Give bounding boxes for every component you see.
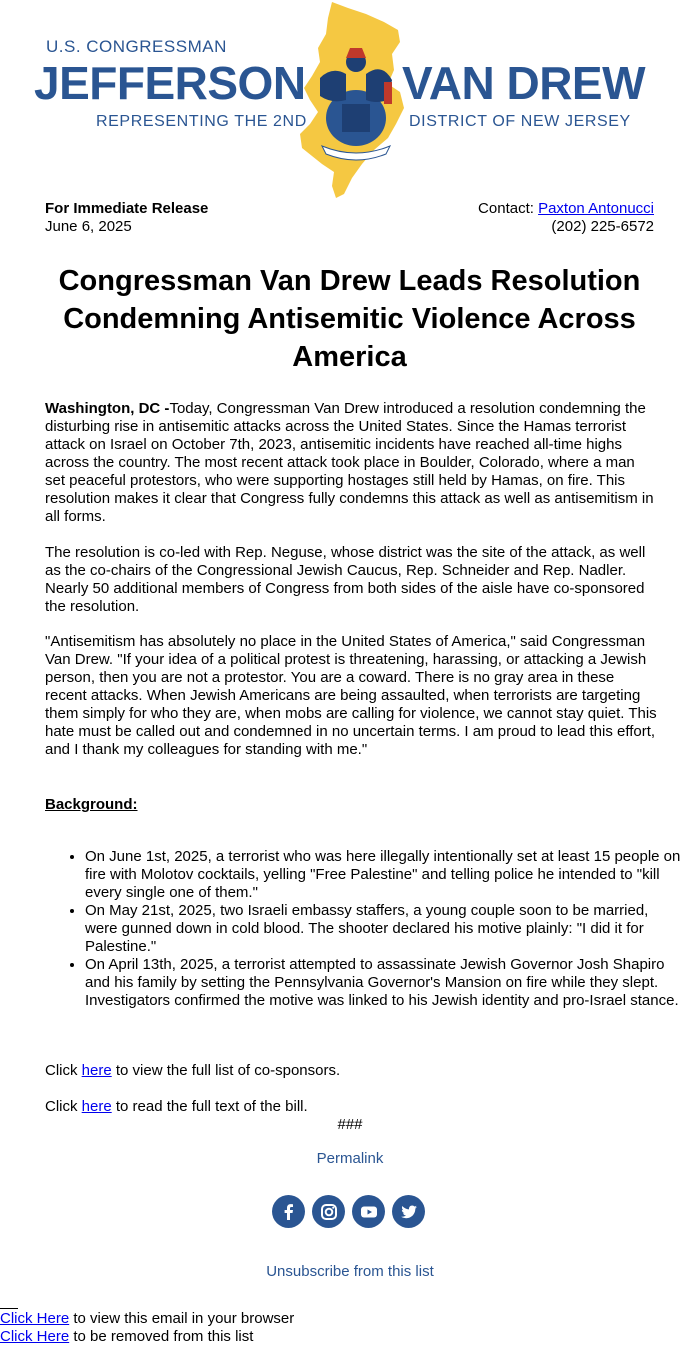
footer-divider: [0, 1308, 18, 1309]
cosponsors-link[interactable]: here: [81, 1062, 112, 1079]
paragraph-quote: "Antisemitism has absolutely no place in the United States of America," said Congressman Van Drew. "If your idea of a political protest is threatening, harassing, or attacking a Jewish person, then you are not a protestor. You are a coward. There is no gray area in these recent attacks. When Jewish Americans are being assaulted, when terrorists are targeting them simply for who they are, when mobs are calling for violence, we cannot stay quiet. This hate must be called out and condemned in no uncertain terms. I am proud to lead this effort, and I thank my colleagues for standing with me.": [45, 633, 657, 758]
end-mark: ###: [337, 1116, 363, 1133]
view-in-browser-text: to view this email in your browser: [69, 1310, 295, 1327]
release-date: June 6, 2025: [45, 218, 132, 235]
background-heading: Background:: [45, 796, 138, 813]
footer-view-browser: [0, 1310, 294, 1328]
remove-from-list-text: to be removed from this list: [69, 1328, 254, 1345]
footer-remove: [0, 1328, 253, 1346]
contact-line: [478, 200, 654, 218]
cosponsors-line: [45, 1062, 657, 1080]
youtube-icon[interactable]: [352, 1195, 385, 1228]
paragraph-intro-text: Today, Congressman Van Drew introduced a resolution condemning the disturbing rise in antisemitic attacks across the United States. Since the Hamas terrorist attack on Israel on October 7th, 2023, antisemitic incidents have reached all-time highs across the country. The most recent attack took place in Boulder, Colorado, where a man set peaceful protestors, who were supporting hostages still held by Hamas, on fire. This resolution makes it clear that Congress fully condemns this attack as well as antisemitism in all forms.: [45, 400, 654, 525]
bill-text-pre: Click: [45, 1098, 82, 1115]
new-jersey-state-seal-icon: [296, 0, 408, 198]
list-item: • On June 1st, 2025, a terrorist who was here illegally intentionally set at least 15 people on fire with Molotov cocktails, yelling "Free Palestine" and telling police he intended to "kill every single one of them.": [85, 848, 685, 902]
remove-from-list-link[interactable]: Click Here: [0, 1328, 70, 1345]
contact-label: Contact:: [478, 200, 539, 217]
twitter-icon[interactable]: [392, 1195, 425, 1228]
header-small-title: U.S. CONGRESSMAN: [46, 37, 227, 56]
release-info: [45, 200, 208, 236]
header-sub-left: REPRESENTING THE 2ND: [96, 113, 307, 130]
bill-text-line: [45, 1098, 657, 1116]
social-icons: [272, 1195, 432, 1229]
dateline: Washington, DC -: [45, 400, 170, 417]
cosponsors-post: to view the full list of co-sponsors.: [111, 1062, 341, 1079]
cosponsors-pre: Click: [45, 1062, 82, 1079]
contact-name-link[interactable]: Paxton Antonucci: [538, 200, 654, 217]
paragraph-coleads: The resolution is co-led with Rep. Neguse, whose district was the site of the attack, as well as the co-chairs of the Congressional Jewish Caucus, Rep. Schneider and Rep. Nadler. Nearly 50 additional members of Congress from both sides of the aisle have co-sponsored the resolution.: [45, 544, 646, 615]
release-label: For Immediate Release: [45, 200, 209, 217]
instagram-icon[interactable]: [312, 1195, 345, 1228]
header-name-right: VAN DREW: [402, 57, 646, 109]
view-in-browser-link[interactable]: Click Here: [0, 1310, 70, 1327]
page-title: Congressman Van Drew Leads Resolution Condemning Antisemitic Violence Across America: [58, 265, 641, 373]
permalink-link[interactable]: Permalink: [316, 1150, 384, 1167]
header-banner: [0, 0, 700, 200]
list-item: • On April 13th, 2025, a terrorist attempted to assassinate Jewish Governor Josh Shapiro and his family by setting the Pennsylvania Governor's Mansion on fire while they slept. Investigators confirmed the motive was linked to his Jewish identity and pro-Israel stance.: [85, 956, 685, 1010]
list-item: • On May 21st, 2025, two Israeli embassy staffers, a young couple soon to be married, were gunned down in cold blood. The shooter declared his motive plainly: "I did it for Palestine.": [85, 902, 685, 956]
header-sub-right: DISTRICT OF NEW JERSEY: [409, 113, 631, 130]
background-list: [45, 848, 685, 1010]
contact-phone: (202) 225-6572: [551, 218, 654, 235]
facebook-icon[interactable]: [272, 1195, 305, 1228]
unsubscribe-link[interactable]: Unsubscribe from this list: [266, 1263, 434, 1280]
header-name-left: JEFFERSON: [34, 57, 306, 109]
paragraph-intro: [45, 400, 657, 526]
bill-text-post: to read the full text of the bill.: [111, 1098, 308, 1115]
bill-text-link[interactable]: here: [81, 1098, 112, 1115]
contact-info: [478, 200, 654, 236]
